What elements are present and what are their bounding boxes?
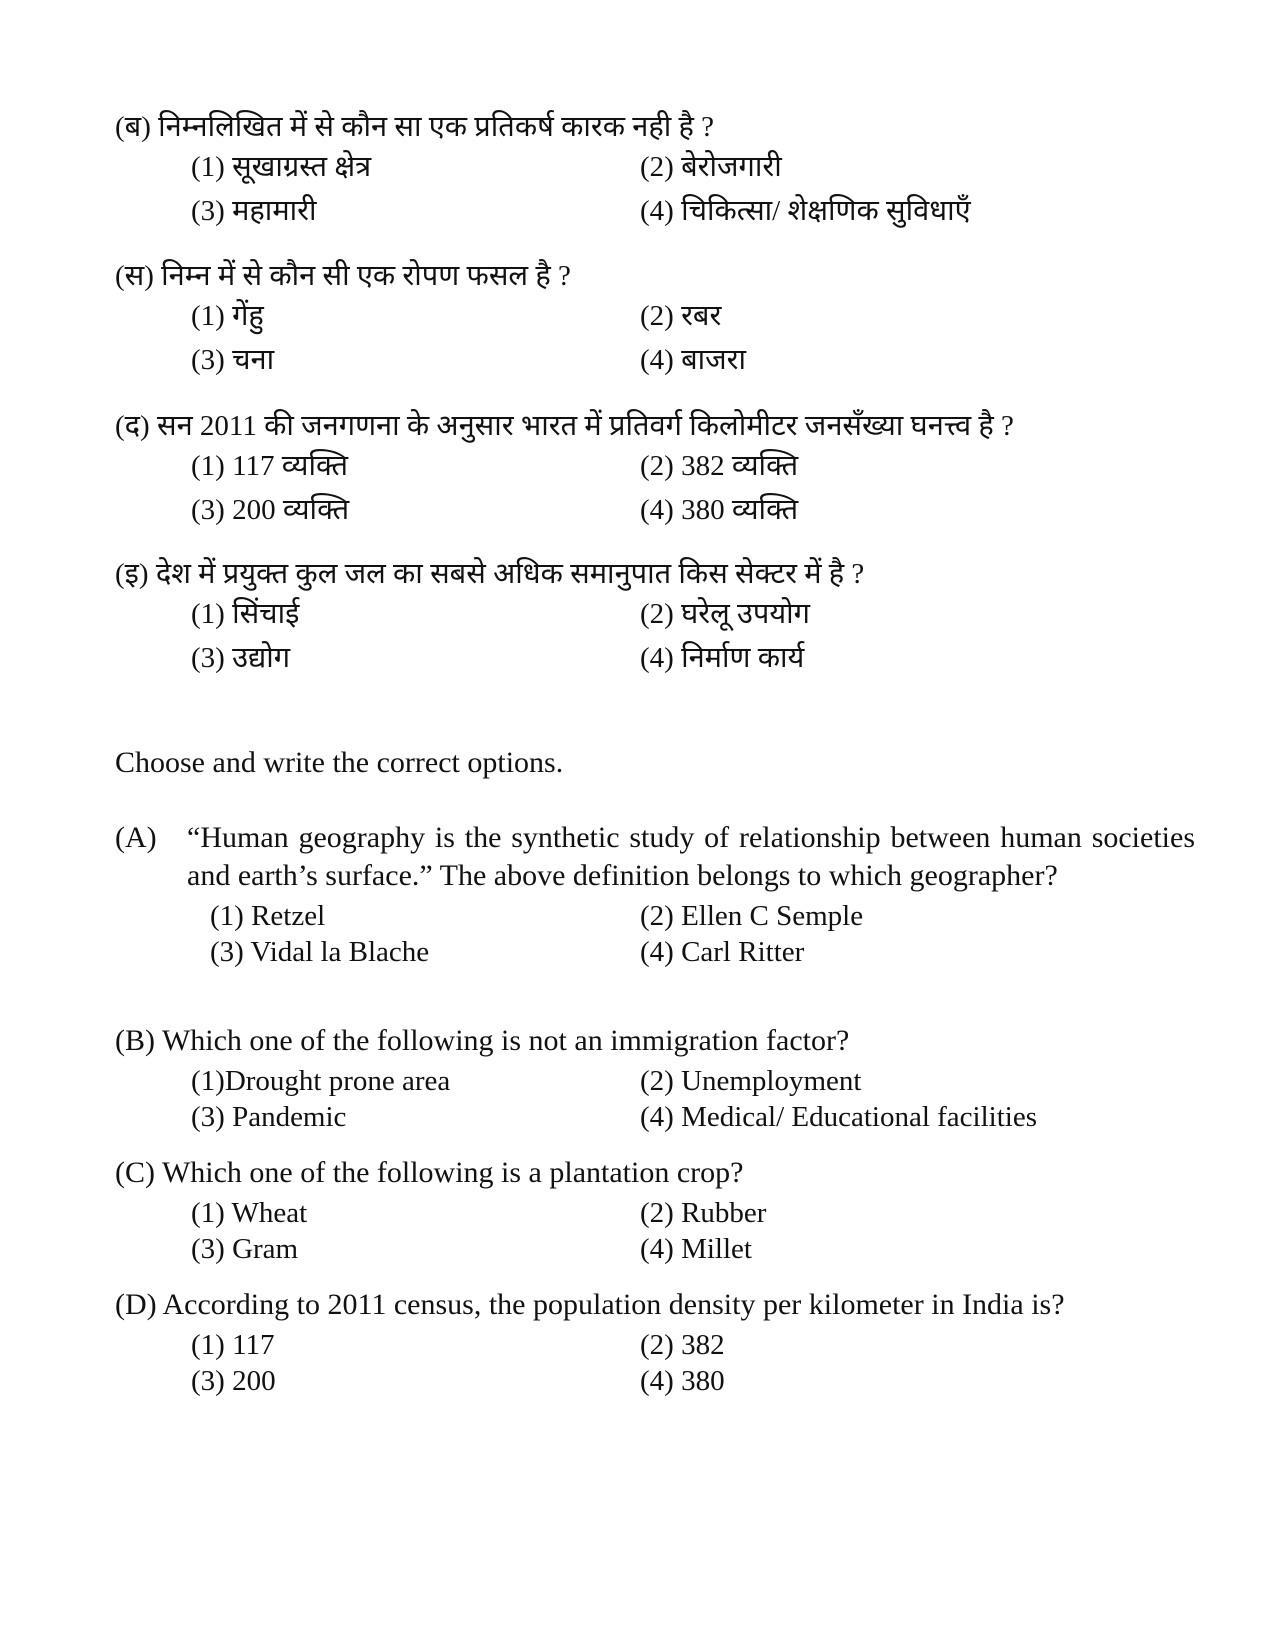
question-text	[115, 257, 1195, 295]
question-label: (ब)	[115, 111, 151, 143]
options	[115, 445, 1195, 533]
question-text	[115, 407, 1195, 445]
option-1: (1) Retzel	[210, 900, 326, 932]
options	[115, 1192, 1195, 1272]
option-1: (1) सिंचाई	[191, 598, 300, 630]
option-1: (1)Drought prone area	[191, 1065, 451, 1097]
option-4: (4) Medical/ Educational facilities	[640, 1101, 1037, 1133]
options	[115, 146, 1195, 234]
instruction-text: Choose and write the correct options.	[115, 746, 564, 779]
option-2: (2) घरेलू उपयोग	[640, 598, 810, 630]
option-4: (4) 380	[640, 1365, 725, 1397]
option-4: (4) चिकित्सा/ शेक्षणिक सुविधाएँ	[640, 195, 971, 227]
question-label: (A)	[115, 821, 157, 854]
question-english-a	[115, 819, 1195, 975]
question-stem: “Human geography is the synthetic study of relationship between human societies and earth’s surface.” The above definition belongs to which geographer?	[187, 821, 1195, 892]
question-stem: देश में प्रयुक्त कुल जल का सबसे अधिक समानुपात किस सेक्टर में है ?	[155, 558, 865, 590]
question-label: (इ)	[115, 558, 149, 590]
option-4: (4) निर्माण कार्य	[640, 642, 805, 674]
option-1: (1) Wheat	[191, 1197, 308, 1229]
question-text	[115, 819, 1195, 895]
question-stem: सन 2011 की जनगणना के अनुसार भारत में प्रतिवर्ग किलोमीटर जनसँख्या घनत्त्व है ?	[156, 410, 1014, 442]
options	[115, 295, 1195, 383]
option-4: (4) Carl Ritter	[640, 936, 805, 968]
option-3: (3) Vidal la Blache	[210, 936, 430, 968]
option-2: (2) Unemployment	[640, 1065, 862, 1097]
option-1: (1) सूखाग्रस्त क्षेत्र	[191, 151, 372, 183]
option-2: (2) 382 व्यक्ति	[640, 450, 799, 482]
option-2: (2) Ellen C Semple	[640, 900, 864, 932]
question-hindi-e	[115, 555, 1195, 681]
question-english-d	[115, 1286, 1195, 1404]
option-2: (2) रबर	[640, 300, 722, 332]
question-label: (C)	[115, 1156, 155, 1189]
question-english-b	[115, 1022, 1195, 1140]
question-english-c	[115, 1154, 1195, 1272]
option-3: (3) Pandemic	[191, 1101, 347, 1133]
question-stem: Which one of the following is not an immigration factor?	[161, 1024, 850, 1057]
option-2: (2) 382	[640, 1329, 725, 1361]
question-text	[115, 555, 1195, 593]
option-3: (3) 200	[191, 1365, 276, 1397]
option-4: (4) बाजरा	[640, 344, 747, 376]
question-hindi-b	[115, 108, 1195, 234]
option-3: (3) चना	[191, 344, 275, 376]
option-1: (1) 117	[191, 1329, 275, 1361]
question-text	[115, 1286, 1195, 1324]
question-label: (द)	[115, 410, 150, 442]
question-stem: निम्न में से कौन सी एक रोपण फसल है ?	[161, 260, 571, 292]
question-label: (B)	[115, 1024, 155, 1057]
question-text	[115, 1022, 1195, 1060]
options	[115, 593, 1195, 681]
options	[115, 895, 1195, 975]
option-3: (3) 200 व्यक्ति	[191, 494, 350, 526]
question-stem: निम्नलिखित में से कौन सा एक प्रतिकर्ष कारक नही है ?	[158, 111, 715, 143]
question-stem: According to 2011 census, the population density per kilometer in India is?	[162, 1288, 1065, 1321]
question-hindi-s	[115, 257, 1195, 383]
option-1: (1) गेंहु	[191, 300, 264, 332]
question-text	[115, 108, 1195, 146]
question-hindi-d	[115, 407, 1195, 533]
option-4: (4) Millet	[640, 1233, 752, 1265]
option-2: (2) Rubber	[640, 1197, 767, 1229]
option-2: (2) बेरोजगारी	[640, 151, 782, 183]
option-3: (3) Gram	[191, 1233, 299, 1265]
option-4: (4) 380 व्यक्ति	[640, 494, 799, 526]
options	[115, 1060, 1195, 1140]
question-text	[115, 1154, 1195, 1192]
question-stem: Which one of the following is a plantation crop?	[161, 1156, 744, 1189]
options	[115, 1324, 1195, 1404]
question-label: (D)	[115, 1288, 157, 1321]
option-3: (3) उद्योग	[191, 642, 291, 674]
option-1: (1) 117 व्यक्ति	[191, 450, 349, 482]
option-3: (3) महामारी	[191, 195, 317, 227]
question-label: (स)	[115, 260, 154, 292]
